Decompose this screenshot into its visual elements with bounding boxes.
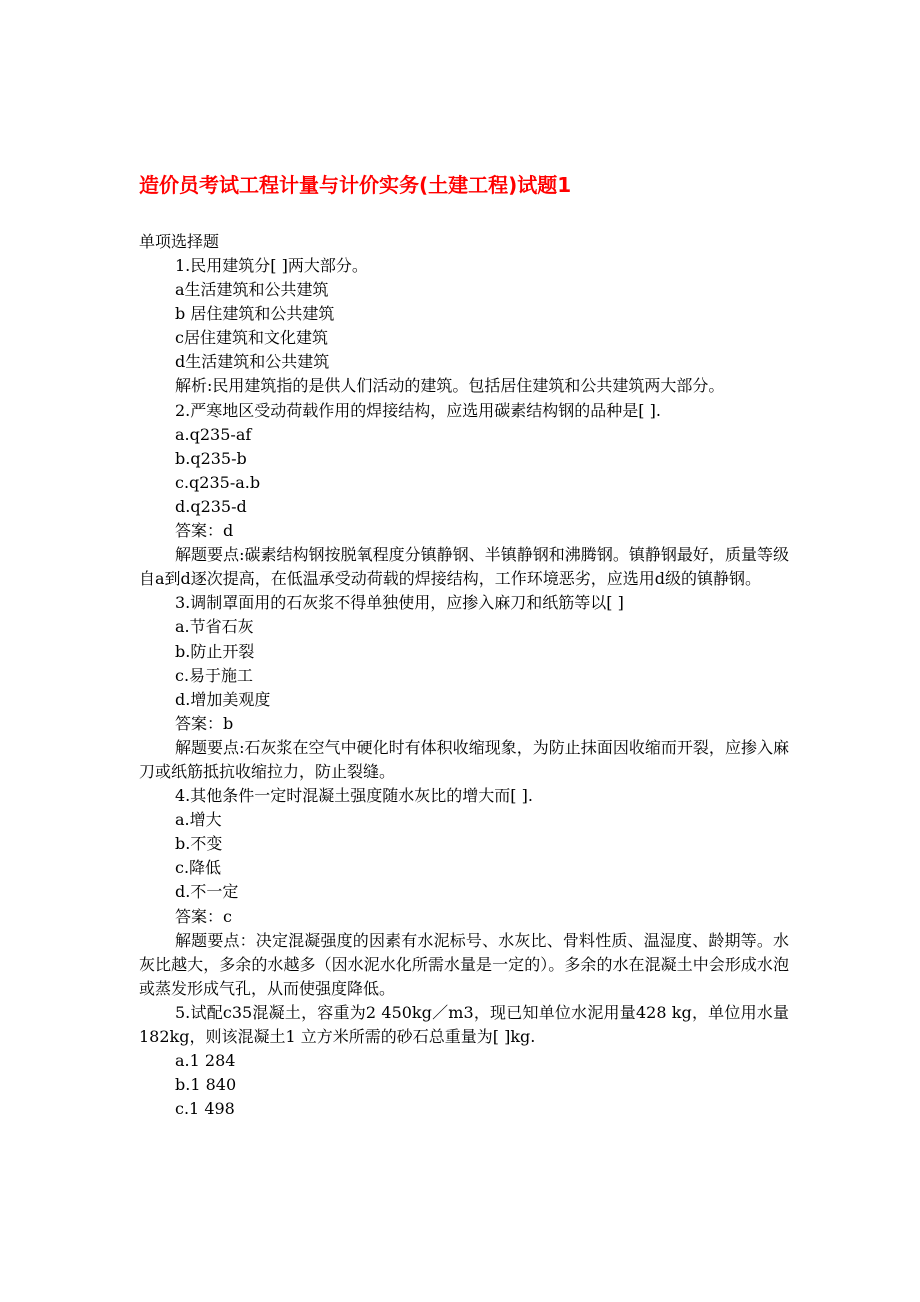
question-3-stem: 3.调制罩面用的石灰浆不得单独使用，应掺入麻刀和纸筋等以[ ]: [175, 593, 624, 613]
question-4-stem: 4.其他条件一定时混凝土强度随水灰比的增大而[ ].: [175, 786, 533, 806]
question-4-option-c: c.降低: [175, 858, 222, 878]
question-1-option-a: a生活建筑和公共建筑: [175, 280, 329, 300]
question-4-option-a: a.增大: [175, 810, 222, 830]
question-1-option-b: b 居住建筑和公共建筑: [175, 304, 335, 324]
question-list: [139, 254, 789, 1121]
question-3-answer: 答案：b: [175, 713, 234, 733]
question-3-analysis: 解题要点:石灰浆在空气中硬化时有体积收缩现象，为防止抹面因收缩而开裂，应掺入麻刀或纸筋抵抗收缩拉力，防止裂缝。: [139, 737, 789, 781]
question-5-option-c: c.1 498: [175, 1099, 235, 1119]
question-1-option-c: c居住建筑和文化建筑: [175, 328, 328, 348]
question-2-analysis: 解题要点:碳素结构钢按脱氧程度分镇静钢、半镇静钢和沸腾钢。镇静钢最好，质量等级自a到d逐次提高，在低温承受动荷载的焊接结构，工作环境恶劣，应选用d级的镇静钢。: [139, 545, 789, 589]
question-2-option-b: b.q235-b: [175, 448, 247, 468]
section-heading: 单项选择题: [139, 232, 220, 251]
question-2-option-c: c.q235-a.b: [175, 472, 261, 492]
question-2-option-a: a.q235-af: [175, 424, 252, 444]
question-3-option-c: c.易于施工: [175, 665, 254, 685]
question-4-option-b: b.不变: [175, 834, 223, 854]
question-3-option-d: d.增加美观度: [175, 689, 271, 709]
question-5-option-a: a.1 284: [175, 1051, 236, 1071]
question-1-option-d: d生活建筑和公共建筑: [175, 352, 330, 372]
question-2-option-d: d.q235-d: [175, 496, 247, 516]
question-4-analysis: 解题要点：决定混凝强度的因素有水泥标号、水灰比、骨料性质、温湿度、龄期等。水灰比越大，多余的水越多（因水泥水化所需水量是一定的）。多余的水在混凝土中会形成水泡或蒸发形成气孔，从而使强度降低。: [139, 930, 789, 998]
question-3-option-b: b.防止开裂: [175, 641, 255, 661]
question-3-option-a: a.节省石灰: [175, 617, 254, 637]
question-4-answer: 答案：c: [175, 906, 232, 926]
question-1-analysis: 解析:民用建筑指的是供人们活动的建筑。包括居住建筑和公共建筑两大部分。: [175, 376, 725, 396]
question-1-stem: 1.民用建筑分[ ]两大部分。: [175, 256, 368, 275]
question-5-option-b: b.1 840: [175, 1075, 237, 1095]
question-2-answer: 答案：d: [175, 521, 234, 541]
document-title: 造价员考试工程计量与计价实务(土建工程)试题1: [139, 173, 572, 197]
question-5-stem: 5.试配c35混凝土，容重为2 450kg／m3，现已知单位水泥用量428 kg，单位用水量182kg，则该混凝土1 立方米所需的砂石总重量为[ ]kg.: [139, 1002, 789, 1046]
question-2-stem: 2.严寒地区受动荷载作用的焊接结构，应选用碳素结构钢的品种是[ ].: [175, 400, 661, 420]
question-4-option-d: d.不一定: [175, 882, 239, 902]
